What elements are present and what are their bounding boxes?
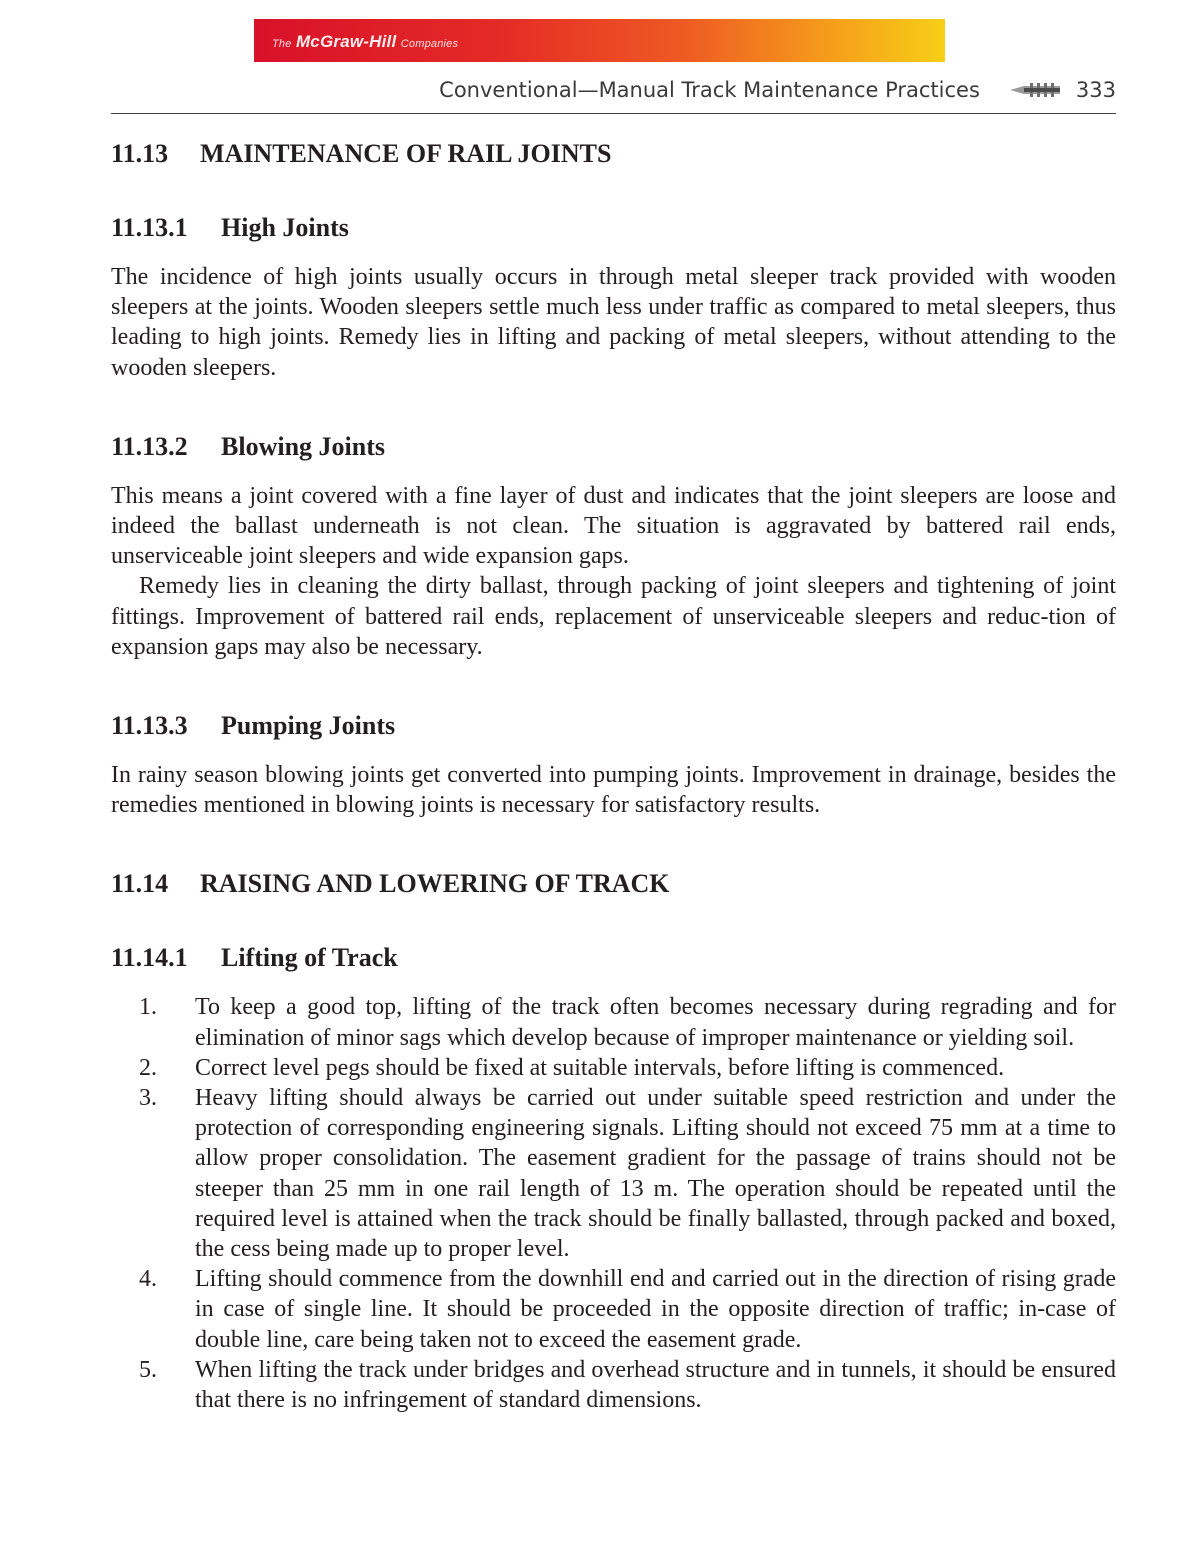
list-item-number: 1. (139, 994, 157, 1021)
subsection-title: Blowing Joints (221, 431, 385, 461)
publisher-name: McGraw-Hill (295, 32, 397, 51)
list-item-number: 3. (139, 1085, 157, 1112)
rail-track-icon (1008, 81, 1060, 99)
list-item (111, 1355, 1116, 1415)
list-item (111, 1053, 1116, 1083)
section-title: RAISING AND LOWERING OF TRACK (200, 869, 670, 899)
page-number: 333 (1075, 78, 1116, 102)
running-header (439, 78, 1116, 102)
section-number: 11.13 (111, 139, 169, 168)
list-item-text: To keep a good top, lifting of the track often becomes necessary during regrading and for elimination of minor sags which develop because of improper maintenance or yielding soil. (195, 994, 1116, 1051)
list-item (111, 1264, 1116, 1355)
subsection-heading-11-13-2 (111, 425, 1116, 469)
publisher-banner (254, 19, 945, 62)
list-item-text: Correct level pegs should be fixed at suitable intervals, before lifting is commenced. (195, 1054, 1005, 1081)
subsection-title: High Joints (221, 213, 349, 242)
subsection-number: 11.13.1 (111, 213, 188, 242)
list-item-number: 4. (139, 1266, 157, 1293)
subsection-number: 11.13.2 (111, 431, 188, 461)
subsection-heading-11-13-1 (111, 206, 1116, 250)
section-title: MAINTENANCE OF RAIL JOINTS (200, 139, 612, 168)
page-body (111, 132, 1116, 1415)
lifting-steps-list (111, 992, 1116, 1415)
section-number: 11.14 (111, 869, 169, 899)
list-item-text: Heavy lifting should always be carried out under suitable speed restriction and under the protection of corresponding engineering signals. Lifting should not exceed 75 mm at a time to allow proper consolidation. The easement gradient for the passage of trains should not be steeper than 25 mm in one rail length of 13 m. The operation should be repeated until the required level is attained when the track should be finally ballasted, through packed and boxed, the cess being made up to proper level. (195, 1085, 1116, 1263)
publisher-prefix: The (272, 38, 292, 50)
running-title: Conventional—Manual Track Maintenance Practices (439, 78, 980, 102)
list-item-text: Lifting should commence from the downhill end and carried out in the direction of rising grade in case of single line. It should be proceeded in the opposite direction of traffic; in-case of double line, care being taken not to exceed the easement grade. (195, 1266, 1116, 1353)
section-heading-11-13 (111, 132, 1116, 176)
header-rule (111, 113, 1116, 114)
subsection-title: Pumping Joints (221, 711, 396, 741)
subsection-number: 11.13.3 (111, 711, 188, 741)
paragraph-pumping-joints: In rainy season blowing joints get converted into pumping joints. Improvement in drainage, besides the remedies mentioned in blowing joints is necessary for satisfactory results. (111, 762, 1116, 819)
paragraph-blowing-joints-remedy: Remedy lies in cleaning the dirty ballast, through packing of joint sleepers and tightening of joint fittings. Improvement of battered rail ends, replacement of unserviceable sleepers and reduc-tion of expansion gaps may also be necessary. (111, 573, 1116, 660)
subsection-heading-11-14-1 (111, 936, 1116, 980)
section-heading-11-14 (111, 862, 1116, 906)
list-item (111, 1083, 1116, 1264)
publisher-suffix: Companies (400, 38, 459, 50)
list-item-number: 2. (139, 1054, 157, 1081)
publisher-logo (272, 32, 458, 52)
list-item (111, 992, 1116, 1052)
paragraph-high-joints: The incidence of high joints usually occurs in through metal sleeper track provided with wooden sleepers at the joints. Wooden sleepers settle much less under traffic as compared to metal sleepers, thus leading to high joints. Remedy lies in lifting and packing of metal sleepers, without attending to the wooden sleepers. (111, 264, 1116, 381)
subsection-title: Lifting of Track (221, 943, 398, 973)
list-item-number: 5. (139, 1356, 157, 1383)
subsection-number: 11.14.1 (111, 943, 188, 973)
subsection-heading-11-13-3 (111, 704, 1116, 748)
paragraph-blowing-joints: This means a joint covered with a fine layer of dust and indicates that the joint sleepers are loose and indeed the ballast underneath is not clean. The situation is aggravated by battered rail ends, unserviceable joint sleepers and wide expansion gaps. (111, 482, 1116, 570)
list-item-text: When lifting the track under bridges and overhead structure and in tunnels, it should be ensured that there is no infringement of standard dimensions. (195, 1356, 1116, 1414)
